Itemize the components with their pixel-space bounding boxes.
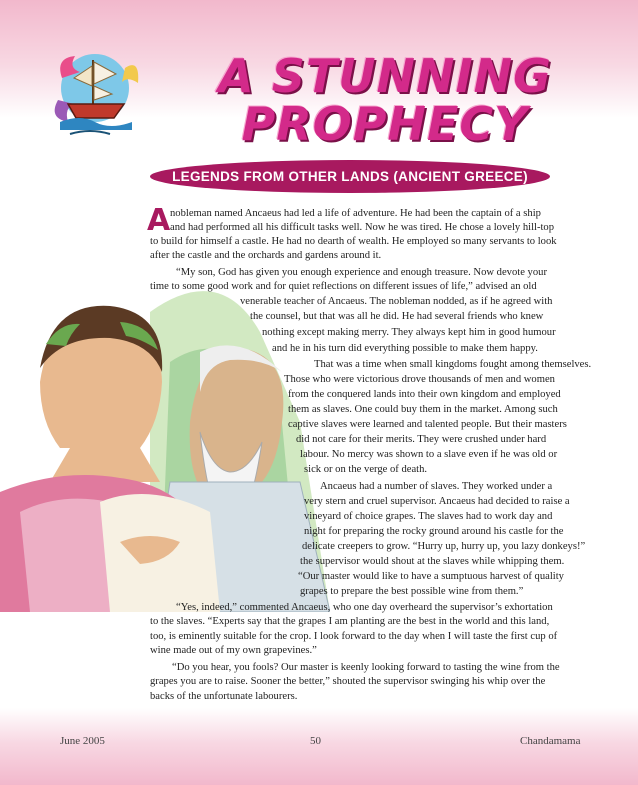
body-line-1: nobleman named Ancaeus had led a life of adventure. He had been the captain of a ship [170, 208, 541, 219]
title-line-1: A STUNNING [218, 49, 552, 103]
body-line-21: vineyard of choice grapes. The slaves had to work day and [304, 511, 553, 522]
body-line-32: grapes you are to raise. Sooner the better,” shouted the supervisor swinging his whip over the [150, 676, 546, 687]
body-line-10: and he in his turn did everything possible to make them happy. [272, 343, 538, 354]
body-line-12: Those who were victorious drove thousands of men and women [284, 374, 555, 385]
footer-magazine-name: Chandamama [520, 735, 581, 747]
body-line-25: “Our master would like to have a sumptuous harvest of quality [298, 571, 564, 582]
body-line-7: venerable teacher of Ancaeus. The nobleman nodded, as if he agreed with [240, 296, 553, 307]
body-line-20: very stern and cruel supervisor. Ancaeus had decided to raise a [304, 496, 570, 507]
body-line-2: and had performed all his difficult tasks well. Now he was tired. He chose a lovely hill-top [170, 222, 555, 233]
body-line-11: That was a time when small kingdoms fought among themselves. [314, 359, 592, 370]
body-line-23: delicate creepers to grow. “Hurry up, hurry up, you lazy donkeys!” [302, 541, 586, 552]
body-line-5: “My son, God has given you enough experience and enough treasure. Now devote your [176, 267, 547, 278]
body-line-13: from the conquered lands into their own kingdom and employed [288, 389, 561, 400]
body-line-24: the supervisor would shout at the slaves while whipping them. [300, 556, 565, 567]
body-line-3: to build for himself a castle. He had no dearth of wealth. He employed so many servants to look [150, 236, 557, 247]
body-line-9: nothing except making merry. They always kept him in good humour [262, 327, 556, 338]
body-line-8: the counsel, but that was all he did. He had several friends who knew [250, 311, 544, 322]
body-line-29: too, is eminently suitable for the crop. I look forward to the day when I will taste the first cup of [150, 631, 558, 642]
body-line-33: backs of the unfortunate labourers. [150, 691, 298, 702]
body-line-14: them as slaves. One could buy them in the market. Among such [288, 404, 558, 415]
drop-cap: A [147, 203, 171, 238]
body-line-28: to the slaves. “Experts say that the grapes I am planting are the best in the world and this land, [150, 616, 550, 627]
body-line-17: labour. No mercy was shown to a slave even if he was old or [300, 449, 558, 460]
ship-logo-icon [40, 38, 150, 148]
title-line-2: PROPHECY [241, 97, 529, 151]
series-banner: LEGENDS FROM OTHER LANDS (ANCIENT GREECE) [150, 160, 550, 193]
footer-page-number: 50 [310, 735, 321, 747]
body-line-16: did not care for their merits. They were crushed under hard [296, 434, 547, 445]
footer-date: June 2005 [60, 735, 105, 747]
body-line-4: after the castle and the orchards and gardens around it. [150, 250, 382, 261]
body-line-18: sick or on the verge of death. [304, 464, 428, 475]
body-line-15: captive slaves were learned and talented people. But their masters [288, 419, 567, 430]
body-line-26: grapes to prepare the best possible wine from them.” [300, 586, 524, 597]
body-line-22: night for preparing the rocky ground around his castle for the [304, 526, 564, 537]
page-title [175, 49, 595, 151]
body-line-30: wine made out of my own grapevines.” [150, 645, 317, 656]
body-line-27: “Yes, indeed,” commented Ancaeus, who one day overheard the supervisor’s exhortation [176, 602, 553, 613]
body-line-19: Ancaeus had a number of slaves. They worked under a [320, 481, 553, 492]
body-line-6: time to some good work and for quiet reflections on different issues of life,” advised an old [150, 281, 537, 292]
body-line-31: “Do you hear, you fools? Our master is keenly looking forward to tasting the wine from the [172, 662, 560, 673]
